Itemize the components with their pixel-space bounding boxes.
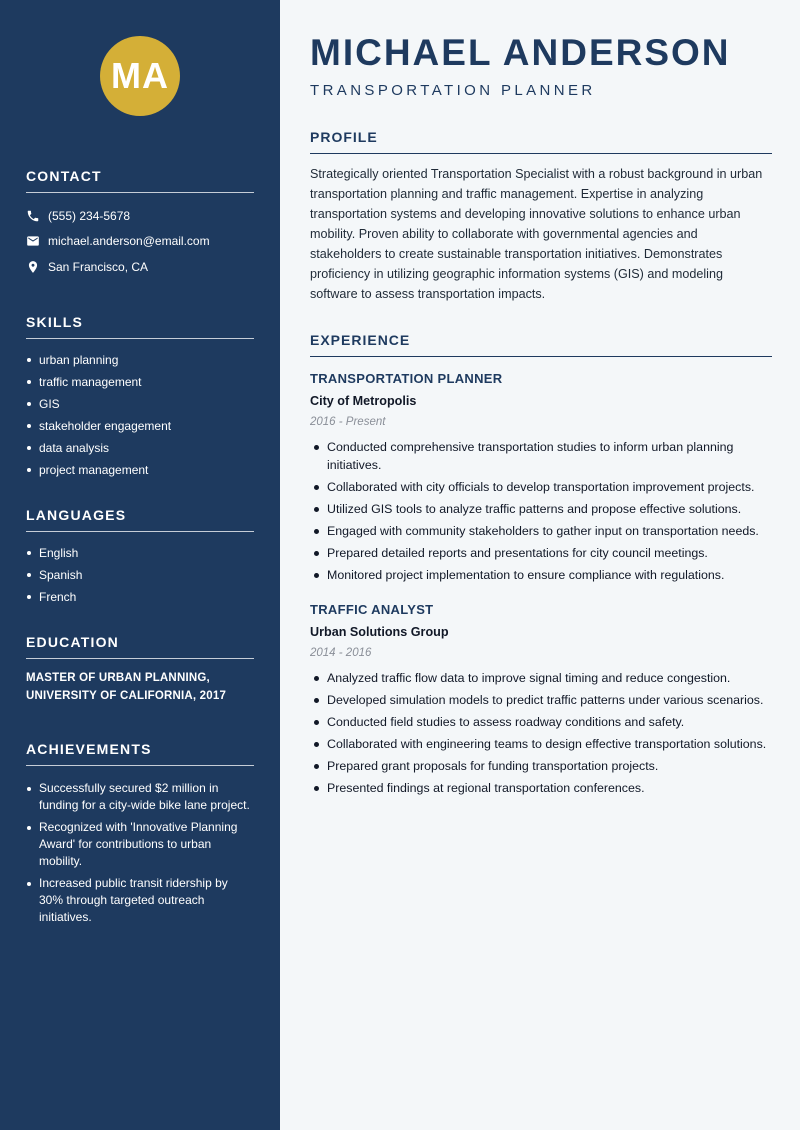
list-item: Conducted field studies to assess roadway conditions and safety. (310, 713, 772, 731)
job-title: TRAFFIC ANALYST (310, 602, 434, 617)
main-content (310, 30, 772, 801)
list-item: project management (26, 459, 254, 481)
contact-section (26, 168, 254, 280)
list-item: Spanish (26, 564, 254, 586)
list-item: Collaborated with city officials to develop transportation improvement projects. (310, 478, 772, 496)
list-item: Conducted comprehensive transportation studies to inform urban planning initiatives. (310, 438, 772, 474)
list-item: urban planning (26, 349, 254, 371)
skills-section (26, 314, 254, 481)
education-line-2: UNIVERSITY OF CALIFORNIA, 2017 (26, 689, 227, 702)
job-bullets (310, 669, 772, 797)
list-item: Analyzed traffic flow data to improve signal timing and reduce congestion. (310, 669, 772, 687)
languages-list (26, 542, 254, 608)
list-item: Recognized with 'Innovative Planning Award' for contributions to urban mobility. (26, 819, 254, 870)
list-item: Increased public transit ridership by 30% through targeted outreach initiatives. (26, 875, 254, 926)
list-item: Utilized GIS tools to analyze traffic patterns and propose effective solutions. (310, 500, 772, 518)
company-name: City of Metropolis (310, 394, 417, 408)
page-title: MICHAEL ANDERSON (310, 32, 731, 73)
job-entry (310, 602, 772, 797)
job-period: 2014 - 2016 (310, 647, 372, 659)
contact-phone (26, 203, 254, 229)
list-item: Monitored project implementation to ensure compliance with regulations. (310, 566, 772, 584)
job-period: 2016 - Present (310, 416, 386, 428)
location-pin-icon (26, 260, 40, 274)
contact-location (26, 254, 254, 280)
skills-list (26, 349, 254, 481)
avatar: MA (100, 36, 180, 116)
contact-heading: CONTACT (26, 168, 254, 193)
education-degree (26, 669, 254, 705)
list-item: stakeholder engagement (26, 415, 254, 437)
list-item: French (26, 586, 254, 608)
list-item: Prepared detailed reports and presentations for city council meetings. (310, 544, 772, 562)
contact-email (26, 229, 254, 255)
profile-text: Strategically oriented Transportation Specialist with a robust background in urban transportation planning and traffic management. Expertise in analyzing transportation systems and developing innovative solutions to enhance urban mobility. Proven ability to collaborate with governmental agencies and stakeholders to create sustainable transportation initiatives. Demonstrates proficiency in utilizing geographic information systems (GIS) and modeling software to assess transportation impacts. (310, 167, 763, 301)
list-item: Developed simulation models to predict traffic patterns under various scenarios. (310, 691, 772, 709)
list-item: Engaged with community stakeholders to gather input on transportation needs. (310, 522, 772, 540)
education-heading: EDUCATION (26, 634, 254, 659)
job-role: TRANSPORTATION PLANNER (310, 82, 596, 99)
list-item: English (26, 542, 254, 564)
location-text: San Francisco, CA (48, 259, 149, 274)
achievements-list (26, 780, 254, 926)
list-item: Presented findings at regional transportation conferences. (310, 779, 772, 797)
languages-heading: LANGUAGES (26, 507, 254, 532)
languages-section (26, 507, 254, 608)
list-item: Collaborated with engineering teams to design effective transportation solutions. (310, 735, 772, 753)
job-title: TRANSPORTATION PLANNER (310, 371, 503, 386)
email-text: michael.anderson@email.com (48, 234, 210, 249)
list-item: data analysis (26, 437, 254, 459)
list-item: traffic management (26, 371, 254, 393)
education-section (26, 634, 254, 705)
education-line-1: MASTER OF URBAN PLANNING, (26, 671, 210, 684)
phone-icon (26, 209, 40, 223)
phone-text: (555) 234-5678 (48, 208, 131, 223)
list-item: Successfully secured $2 million in funding for a city-wide bike lane project. (26, 780, 254, 814)
achievements-heading: ACHIEVEMENTS (26, 741, 254, 766)
job-bullets (310, 438, 772, 584)
company-name: Urban Solutions Group (310, 625, 449, 639)
achievements-section (26, 741, 254, 926)
job-entry (310, 371, 772, 584)
skills-heading: SKILLS (26, 314, 254, 339)
email-icon (26, 234, 40, 248)
experience-heading: EXPERIENCE (310, 332, 772, 357)
sidebar (0, 0, 280, 1130)
profile-heading: PROFILE (310, 129, 772, 154)
list-item: Prepared grant proposals for funding transportation projects. (310, 757, 772, 775)
list-item: GIS (26, 393, 254, 415)
